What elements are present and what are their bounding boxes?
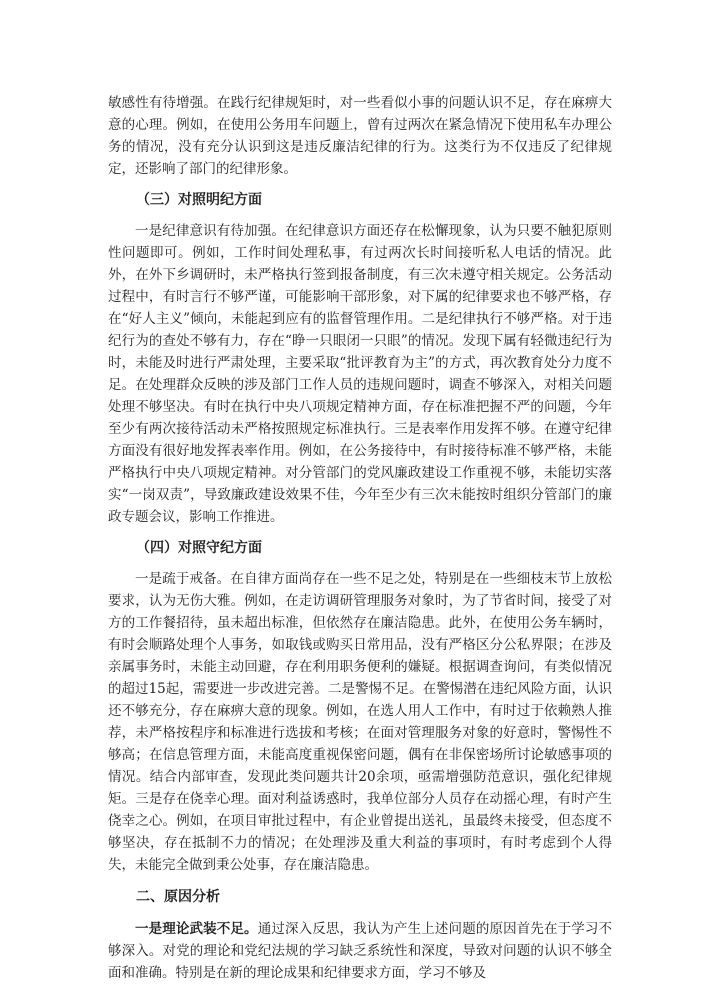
paragraph-theory (108, 918, 612, 984)
paragraph-continuation: 敏感性有待增强。在践行纪律规矩时，对一些看似小事的问题认识不足，存在麻痹大意的心理。例如，在使用公务用车问题上，曾有过两次在紧急情况下使用私车办理公务的情况，没有充分认识到这是违反廉洁纪律的行为。这类行为不仅违反了纪律规定，还影响了部门的纪律形象。 (108, 95, 612, 177)
paragraph-lead-bold: 一是理论武装不足。 (135, 921, 258, 937)
paragraph-mingji: 一是纪律意识有待加强。在纪律意识方面还存在松懈现象，认为只要不触犯原则性问题即可。例如，工作时间处理私事，有过两次长时间接听私人电话的情况。此外，在外下乡调研时，未严格执行签到报备制度，有三次未遵守相关规定。公务活动过程中，有时言行不够严谨，可能影响干部形象，对下属的纪律要求也不够严格，存在“好人主义”倾向，未能起到应有的监督管理作用。二是纪律执行不够严格。对于违纪行为的查处不够有力，存在“睁一只眼闭一只眼”的情况。发现下属有轻微违纪行为时，未能及时进行严肃处理，主要采取“批评教育为主”的方式，再次教育处分力度不足。在处理群众反映的涉及部门工作人员的违规问题时，调查不够深入，对相关问题处理不够坚决。有时在执行中央八项规定精神方面，存在标准把握不严的问题，今年至少有两次接待活动未严格按照规定标准执行。三是表率作用发挥不够。在遵守纪律方面没有很好地发挥表率作用。例如，在公务接待中，有时接待标准不够严格，未能严格执行中央八项规定精神。对分管部门的党风廉政建设工作重视不够，未能切实落实“一岗双责”，导致廉政建设效果不佳，今年至少有三次未能按时组织分管部门的廉政专题会议，影响工作推进。 (108, 223, 612, 525)
section-heading-cause-analysis: 二、原因分析 (136, 889, 220, 905)
paragraph-theory-text: 通过深入反思，我认为产生上述问题的原因首先在于学习不够深入。对党的理论和党纪法规的学习缺乏系统性和深度，导致对问题的认识不够全面和准确。特别是在新的理论成果和纪律要求方面，学习不够及 (108, 921, 613, 981)
document-body (108, 92, 612, 984)
sub-heading-mingji: （三）对照明纪方面 (136, 192, 262, 208)
paragraph-shouji: 一是疏于戒备。在自律方面尚存在一些不足之处，特别是在一些细枝末节上放松要求，认为无伤大雅。例如，在走访调研管理服务对象时，为了节省时间，接受了对方的工作餐招待，虽未超出标准，但依然存在廉洁隐患。此外，在使用公务车辆时，有时会顺路处理个人事务，如取钱或购买日常用品，没有严格区分公私界限；在涉及亲属事务时，未能主动回避，存在利用职务便利的嫌疑。根据调查询问，有类似情况的超过15起，需要进一步改进完善。二是警惕不足。在警惕潜在违纪风险方面，认识还不够充分，存在麻痹大意的现象。例如，在选人用人工作中，有时过于依赖熟人推荐，未严格按程序和标准进行选拔和考核；在面对管理服务对象的好意时，警惕性不够高；在信息管理方面，未能高度重视保密问题，偶有在非保密场所讨论敏感事项的情况。结合内部审查，发现此类问题共计20余项，亟需增强防范意识，强化纪律规矩。三是存在侥幸心理。面对利益诱惑时，我单位部分人员存在动摇心理，有时产生侥幸之心。例如，在项目审批过程中，有企业曾提出送礼，虽最终未接受，但态度不够坚决，存在抵制不力的情况；在处理涉及重大利益的事项时，有时考虑到个人得失，未能完全做到秉公处事，存在廉洁隐患。 (108, 571, 612, 873)
sub-heading-shouji: （四）对照守纪方面 (136, 540, 262, 556)
